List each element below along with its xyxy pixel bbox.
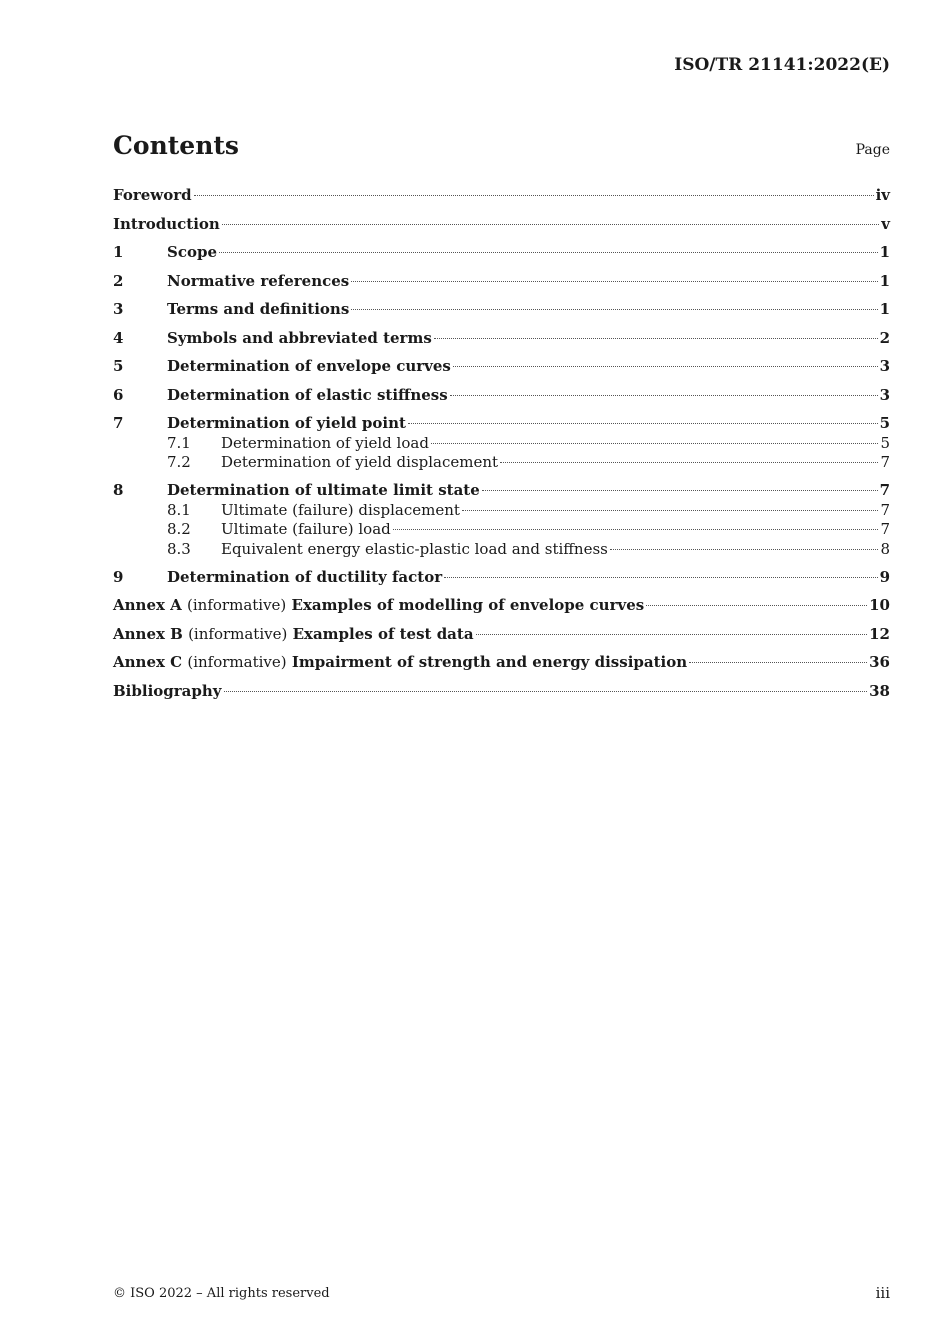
toc-subentry-number: 7.1 <box>167 433 191 452</box>
annex-title: Examples of test data <box>292 624 474 643</box>
annex-title: Impairment of strength and energy dissipation <box>291 653 688 671</box>
toc-entry-number: 4 <box>113 328 124 347</box>
toc-entry-title: Determination of envelope curves <box>167 357 451 375</box>
page-column-label: Page <box>855 142 890 158</box>
toc-entry-yield-point[interactable] <box>113 414 890 434</box>
dot-leader <box>408 423 878 424</box>
toc-entry-number: 7 <box>113 414 124 432</box>
toc-annex-heading <box>113 625 474 643</box>
toc-subentry-page: 7 <box>880 500 890 519</box>
toc-entry-page: 3 <box>879 385 890 404</box>
dot-leader <box>351 309 877 310</box>
dot-leader <box>453 366 878 367</box>
toc-entry-number: 1 <box>113 243 124 261</box>
toc-entry-number: 3 <box>113 300 124 318</box>
dot-leader <box>431 443 879 444</box>
toc-entry-title: Bibliography <box>113 681 222 700</box>
table-of-contents <box>113 186 890 710</box>
dot-leader <box>222 224 879 225</box>
toc-subentry-page: 7 <box>880 520 890 538</box>
toc-subentry-equivalent-energy[interactable] <box>113 540 890 568</box>
toc-entry-annex-c[interactable] <box>113 653 890 682</box>
annex-qualifier: (informative) <box>187 596 287 614</box>
toc-entry-symbols[interactable] <box>113 329 890 358</box>
toc-entry-annex-a[interactable] <box>113 596 890 625</box>
toc-subentry-number: 8.2 <box>167 520 191 538</box>
toc-subentry-page: 5 <box>880 433 890 452</box>
annex-qualifier: (informative) <box>187 653 287 671</box>
toc-entry-page: 9 <box>879 567 890 586</box>
dot-leader <box>689 662 867 663</box>
toc-entry-envelope-curves[interactable] <box>113 357 890 386</box>
dot-leader <box>610 549 879 550</box>
toc-entry-scope[interactable] <box>113 243 890 272</box>
toc-entry-page: 1 <box>879 271 890 290</box>
toc-entry-page: 3 <box>879 357 890 375</box>
toc-entry-page: 36 <box>869 653 890 671</box>
dot-leader <box>450 395 878 396</box>
dot-leader <box>194 195 874 196</box>
toc-entry-number: 9 <box>113 567 124 586</box>
dot-leader <box>434 338 878 339</box>
toc-entry-title: Terms and definitions <box>167 300 350 318</box>
toc-entry-introduction[interactable] <box>113 215 890 244</box>
toc-entry-page: 7 <box>879 481 890 499</box>
dot-leader <box>393 529 879 530</box>
toc-subentry-number: 8.3 <box>167 539 191 558</box>
toc-entry-title: Scope <box>167 243 218 261</box>
toc-entry-title: Foreword <box>113 186 192 204</box>
toc-entry-terms-definitions[interactable] <box>113 300 890 329</box>
toc-entry-title: Normative references <box>167 271 350 290</box>
toc-subentry-page: 7 <box>880 453 890 471</box>
toc-subentry-number: 8.1 <box>167 500 191 519</box>
dot-leader <box>224 691 868 692</box>
annex-title: Examples of modelling of envelope curves <box>291 596 645 614</box>
toc-entry-page: v <box>881 214 890 233</box>
toc-entry-bibliography[interactable] <box>113 682 890 711</box>
toc-subentry-title: Equivalent energy elastic-plastic load and stiffness <box>221 539 608 558</box>
toc-entry-page: 10 <box>869 596 890 614</box>
toc-entry-ductility-factor[interactable] <box>113 568 890 597</box>
toc-entry-foreword[interactable] <box>113 186 890 215</box>
toc-subentry-title: Determination of yield displacement <box>221 453 499 471</box>
toc-entry-page: 5 <box>879 414 890 432</box>
annex-label: Annex C <box>113 653 183 671</box>
toc-annex-heading <box>113 596 644 614</box>
toc-entry-title: Determination of elastic stiffness <box>167 385 448 404</box>
copyright-notice: © ISO 2022 – All rights reserved <box>113 1286 330 1301</box>
toc-entry-page: 2 <box>879 328 890 347</box>
toc-subentry-yield-displacement[interactable] <box>113 453 890 481</box>
annex-qualifier: (informative) <box>188 624 288 643</box>
annex-label: Annex A <box>113 596 182 614</box>
dot-leader <box>351 281 877 282</box>
dot-leader <box>476 634 868 635</box>
toc-subentry-ultimate-load[interactable] <box>113 520 890 540</box>
toc-subentry-title: Ultimate (failure) displacement <box>221 500 460 519</box>
toc-entry-page: iv <box>875 186 890 204</box>
page-number: iii <box>875 1284 890 1302</box>
toc-entry-page: 1 <box>879 300 890 318</box>
toc-subentry-title: Ultimate (failure) load <box>221 520 391 538</box>
dot-leader <box>500 462 878 463</box>
toc-entry-title: Determination of ultimate limit state <box>167 481 480 499</box>
toc-entry-title: Determination of yield point <box>167 414 406 432</box>
dot-leader <box>444 577 877 578</box>
toc-entry-page: 38 <box>869 681 890 700</box>
toc-entry-title: Introduction <box>113 214 220 233</box>
toc-entry-ultimate-limit-state[interactable] <box>113 481 890 501</box>
toc-entry-number: 8 <box>113 481 124 499</box>
dot-leader <box>482 490 878 491</box>
toc-subentry-page: 8 <box>880 539 890 558</box>
dot-leader <box>219 252 878 253</box>
toc-annex-heading <box>113 653 687 671</box>
dot-leader <box>646 605 867 606</box>
annex-label: Annex B <box>113 624 183 643</box>
toc-entry-annex-b[interactable] <box>113 625 890 654</box>
toc-entry-page: 12 <box>869 624 890 643</box>
toc-entry-title: Symbols and abbreviated terms <box>167 328 432 347</box>
document-id: ISO/TR 21141:2022(E) <box>674 55 890 75</box>
dot-leader <box>462 510 879 511</box>
toc-subentry-title: Determination of yield load <box>221 433 429 452</box>
toc-entry-normative-references[interactable] <box>113 272 890 301</box>
toc-entry-number: 5 <box>113 357 124 375</box>
toc-subentry-ultimate-displacement[interactable] <box>113 501 890 521</box>
toc-entry-number: 6 <box>113 385 124 404</box>
toc-entry-title: Determination of ductility factor <box>167 567 443 586</box>
toc-subentry-yield-load[interactable] <box>113 434 890 454</box>
contents-heading: Contents <box>113 131 240 160</box>
toc-entry-number: 2 <box>113 271 124 290</box>
toc-entry-elastic-stiffness[interactable] <box>113 386 890 415</box>
toc-subentry-number: 7.2 <box>167 453 191 471</box>
toc-entry-page: 1 <box>879 243 890 261</box>
